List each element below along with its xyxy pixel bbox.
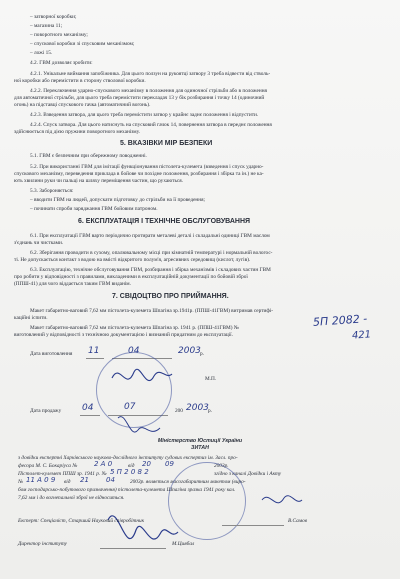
paragraph-4-2-2-cont: огонь) на підставці спускового гачка (автоматичний вогонь). bbox=[14, 102, 151, 108]
paragraph-4-2-1: 4.2.1. Унікальне виймання запобіжника. Для цього ползун на рукоятці затвору 3 треба відвести від стволь- bbox=[30, 71, 271, 77]
paragraph-5-2-cont: спускового механізму, переведення приклада в бойове чи похідне положення, розбирання і збірка та ін.) не ка- bbox=[14, 171, 264, 177]
official-stamp bbox=[168, 462, 246, 540]
ministry-line: 2003р. являється масогабаритним макетом (виро- bbox=[130, 479, 246, 485]
paragraph-4-2-2-cont: для автоматичної стрільби, для цього треба перемістити перекладач 13 у бік розбирання і точку 14 (одиночний bbox=[14, 95, 265, 101]
paragraph-6-3-cont: (ППШ-41) для чого віддається таким ГВМ виданім. bbox=[14, 281, 131, 287]
paragraph-4-2-4: 4.2.4. Спуск затвора. Для цього натиснуть на спусковий гачок 14, повернення затвора в переднє положення bbox=[30, 122, 272, 128]
paragraph-5-2-cont: ють хвилини руки чи пальці на шляху переміщення частин, що рухаються. bbox=[14, 178, 183, 184]
paragraph-4-2-1-cont: ної коробки або перемістити в сторону стволової коробки. bbox=[14, 78, 146, 84]
paragraph-5-1: 5.1. ГВМ є безпечним при обережному поводженні. bbox=[30, 153, 147, 159]
handwritten-number: 11 А 0 9 bbox=[26, 476, 56, 484]
handwritten-serial-suffix: 421 bbox=[351, 329, 372, 342]
handwritten-date: 09 bbox=[165, 460, 174, 468]
paragraph-6-2-cont: ті. Не допускається контакт з водою на вмісті відкритого полум'я, агресивних середовищ (кислот, лугів). bbox=[14, 257, 251, 263]
sold-year: 2003 bbox=[186, 403, 209, 413]
ministry-line: від bbox=[64, 479, 71, 485]
handwritten-date: 21 bbox=[80, 476, 89, 484]
ministry-line: № bbox=[18, 479, 23, 485]
date-made-day: 11 bbox=[88, 346, 100, 356]
director-label: Директор інституту bbox=[18, 541, 67, 547]
stamp-mark-label: М.П. bbox=[205, 376, 217, 382]
sold-year-prefix: 200 bbox=[175, 408, 183, 414]
handwritten-serial: 5 П 2 0 8 2 bbox=[110, 468, 149, 476]
handwritten-date: 04 bbox=[106, 476, 115, 484]
paragraph-6-3: 6.3. Експлуатацію, технічне обслуговування ГВМ, розбирання і збірка механізмів і складових частин ГВМ bbox=[30, 267, 271, 273]
paragraph-6-1: 6.1. При експлуатації ГВМ варто періодично протирати металеві деталі і складальні одиниці ГВМ маслом bbox=[30, 233, 270, 239]
date-made-year: 2003 bbox=[178, 346, 201, 356]
paragraph-7-1-cont: каційні іспити. bbox=[14, 315, 48, 321]
paragraph-4-2-4-cont: здійснюється під дією пружини поворотного механізму. bbox=[14, 129, 141, 135]
date-made-month: 04 bbox=[128, 346, 140, 356]
paragraph-6-2: 6.2. Зберігання проводити в сухому, опалювальному місці при кімнатній температурі і нормальній вологос- bbox=[30, 250, 273, 256]
section-5-title: 5. ВКАЗІВКИ МІР БЕЗПЕКИ bbox=[120, 140, 213, 147]
sold-day: 04 bbox=[82, 403, 94, 413]
handwritten-serial: 5П 2082 - bbox=[312, 312, 368, 329]
list-item: – затворної коробки; bbox=[30, 14, 77, 20]
handwritten-date: 20 bbox=[142, 460, 151, 468]
ministry-line: 7,62 мм і до вогнепальної зброї не відноситься. bbox=[18, 495, 125, 501]
ministry-line: 2003р. bbox=[214, 463, 229, 469]
paragraph-7-2-cont: виготовлений у відповідності з технічною документацією і визнаний придатним до експлуатації. bbox=[14, 332, 233, 338]
expert-name: В.Самов bbox=[288, 518, 308, 524]
paragraph-7-1: Макет габаритно-ваговий 7,62 мм пістолета-кулемета Шпагіна зр.1941р. (ППШ-41ГВМ) витримав сертифі- bbox=[30, 308, 274, 314]
ministry-line: згідно з каналі Довідки і Акту bbox=[214, 471, 282, 477]
section-6-title: 6. ЕКСПЛУАТАЦІЯ І ТЕХНІЧНЕ ОБСЛУГОВУВАННЯ bbox=[78, 218, 251, 225]
list-item: – спускової коробки зі спусковим механізмом; bbox=[30, 41, 135, 47]
sold-month: 07 bbox=[124, 402, 136, 412]
list-item: – ложі 15. bbox=[30, 50, 53, 56]
ministry-line: від bbox=[128, 463, 135, 469]
list-item: – магазина 11; bbox=[30, 23, 63, 29]
ministry-title: Міністерство Юстиції України bbox=[157, 438, 243, 444]
year-suffix: р. bbox=[208, 408, 212, 414]
bullet-item: – вводити ГВМ на людей, допускати підготовку до стрільби на її проведення; bbox=[30, 197, 205, 203]
ministry-line: фесора М. С. Бокаріуса № bbox=[18, 463, 78, 469]
paragraph-6-1-cont: з'єднань чи чистками. bbox=[14, 240, 64, 246]
paragraph-5-2: 5.2. При використанні ГВМ для імітації функціонування пістолета-кулемета (взведення і спуск ударно- bbox=[30, 164, 264, 170]
paragraph-5-3: 5.3. Забороняється: bbox=[30, 188, 74, 194]
paragraph-4-2-2: 4.2.2. Переключення ударно-спускового механізму в положення для одиночної стрільби або в положення bbox=[30, 88, 267, 94]
section-7-title: 7. СВІДОЦТВО ПРО ПРИЙМАННЯ. bbox=[112, 293, 229, 300]
year-suffix: р. bbox=[200, 351, 204, 357]
paragraph-6-3-cont: про робити у відповідності з правилами, викладеними в експлуатаційній документації по бойовій зброї bbox=[14, 274, 248, 280]
ministry-line: з довідки експертні Харківського науково-дослідного інституту судових експертиз ім. Засл. про- bbox=[18, 455, 238, 461]
handwritten-number: 2 А 0 bbox=[94, 460, 113, 468]
date-made-label: Дата виготовлення bbox=[30, 351, 73, 357]
expert-label: Експерт: Спеціаліст, Старший Науковий співробітник bbox=[18, 518, 145, 524]
bullet-item: – починати спроби заряджання ГВМ бойовим патроном. bbox=[30, 206, 158, 212]
ministry-line: бом господарсько-побутового призначення) пістолета-кулемета Шпагіна зразка 1941 року кал. bbox=[18, 487, 236, 493]
sold-date-label: Дата продажу bbox=[30, 408, 62, 414]
director-name: М.Циябал bbox=[172, 541, 195, 547]
paragraph-4-2-3: 4.2.3. Взведення затвора, для цього треба перемістити затвор у крайнє заднє положення і відпустити. bbox=[30, 112, 259, 118]
paragraph-4-2: 4.2. ГВМ дозволяє зробити: bbox=[30, 60, 93, 66]
certificate-title: ЗИТАН bbox=[191, 445, 209, 451]
paragraph-7-2: Макет габаритно-ваговий 7,62 мм пістолета-кулемета Шпагіна зр. 1941 р. (ППШ-41ГВМ) № bbox=[30, 325, 239, 331]
ministry-line: Пістолет-кулемет ППШ зр. 1941 р. № bbox=[18, 471, 107, 477]
list-item: – поворотного механізму; bbox=[30, 32, 88, 38]
